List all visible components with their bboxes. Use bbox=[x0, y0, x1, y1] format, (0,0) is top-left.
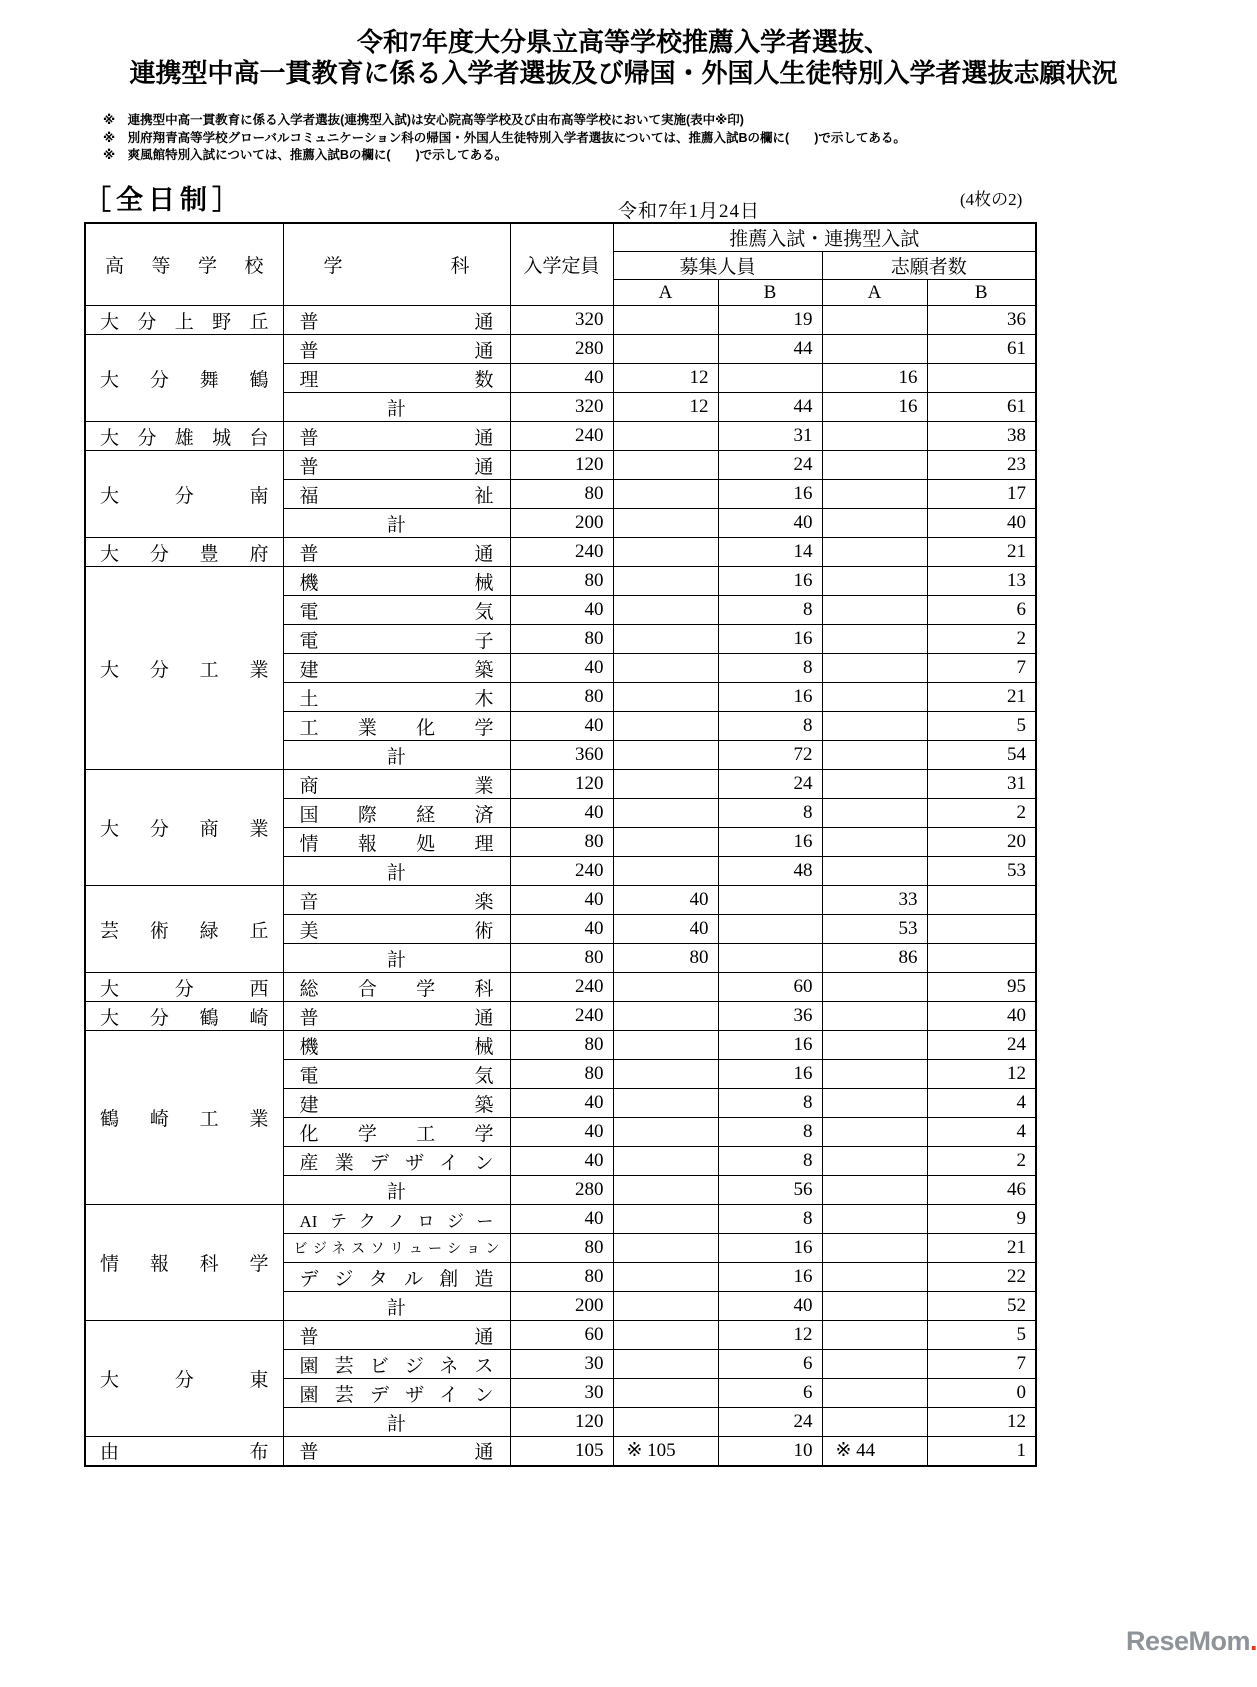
capacity-value: 80 bbox=[510, 1031, 613, 1060]
header-recruit: 募集人員 bbox=[613, 252, 822, 280]
applicants-b-value bbox=[927, 886, 1036, 915]
applicants-a-value bbox=[822, 1031, 927, 1060]
school-name-cell: 情報科学 bbox=[85, 1205, 283, 1321]
school-name-cell: 大分豊府 bbox=[85, 538, 283, 567]
capacity-value: 240 bbox=[510, 538, 613, 567]
notes-block bbox=[103, 112, 1153, 165]
department-name-cell: 総合学科 bbox=[283, 973, 510, 1002]
applicants-a-value bbox=[822, 1176, 927, 1205]
capacity-value: 240 bbox=[510, 857, 613, 886]
applicants-b-value: 2 bbox=[927, 625, 1036, 654]
department-name-cell: 普通 bbox=[283, 335, 510, 364]
applicants-a-value bbox=[822, 1147, 927, 1176]
capacity-value: 40 bbox=[510, 596, 613, 625]
applicants-b-value: 4 bbox=[927, 1089, 1036, 1118]
recruit-b-value: 6 bbox=[718, 1350, 822, 1379]
department-name-cell: 工業化学 bbox=[283, 712, 510, 741]
recruit-b-value: 8 bbox=[718, 596, 822, 625]
applicants-a-value bbox=[822, 712, 927, 741]
recruit-a-value bbox=[613, 567, 718, 596]
recruit-a-value: 12 bbox=[613, 393, 718, 422]
applicants-b-value: 40 bbox=[927, 1002, 1036, 1031]
table-row bbox=[85, 538, 1036, 567]
recruit-a-value: ※ 105 bbox=[613, 1437, 718, 1466]
applicants-b-value: 38 bbox=[927, 422, 1036, 451]
capacity-value: 40 bbox=[510, 364, 613, 393]
recruit-a-value bbox=[613, 770, 718, 799]
capacity-value: 120 bbox=[510, 1408, 613, 1437]
recruit-a-value bbox=[613, 1292, 718, 1321]
table-row bbox=[85, 886, 1036, 915]
table-body bbox=[85, 306, 1036, 1466]
recruit-b-value: 40 bbox=[718, 1292, 822, 1321]
recruit-a-value bbox=[613, 625, 718, 654]
applicants-b-value: 5 bbox=[927, 712, 1036, 741]
recruit-b-value: 8 bbox=[718, 799, 822, 828]
school-name-cell: 由布 bbox=[85, 1437, 283, 1466]
header-applicants-b: B bbox=[927, 280, 1036, 306]
applicants-b-value: 53 bbox=[927, 857, 1036, 886]
recruit-b-value: 16 bbox=[718, 625, 822, 654]
capacity-value: 120 bbox=[510, 451, 613, 480]
applicants-a-value bbox=[822, 683, 927, 712]
recruit-b-value: 31 bbox=[718, 422, 822, 451]
recruit-b-value bbox=[718, 915, 822, 944]
department-name-cell: 電子 bbox=[283, 625, 510, 654]
applicants-b-value: 9 bbox=[927, 1205, 1036, 1234]
table-row bbox=[85, 335, 1036, 364]
date-label: 令和7年1月24日 bbox=[618, 201, 761, 222]
table-row bbox=[85, 1437, 1036, 1466]
applicants-b-value: 20 bbox=[927, 828, 1036, 857]
recruit-a-value bbox=[613, 828, 718, 857]
header-applicants-a: A bbox=[822, 280, 927, 306]
capacity-value: 80 bbox=[510, 683, 613, 712]
table-row bbox=[85, 306, 1036, 335]
recruit-a-value bbox=[613, 1205, 718, 1234]
applicants-b-value: 13 bbox=[927, 567, 1036, 596]
recruit-b-value: 14 bbox=[718, 538, 822, 567]
recruit-a-value bbox=[613, 451, 718, 480]
recruit-b-value: 8 bbox=[718, 712, 822, 741]
applicants-a-value bbox=[822, 973, 927, 1002]
department-name-cell: AIテクノロジー bbox=[283, 1205, 510, 1234]
capacity-value: 60 bbox=[510, 1321, 613, 1350]
applicants-b-value: 23 bbox=[927, 451, 1036, 480]
applicants-a-value: 16 bbox=[822, 364, 927, 393]
recruit-a-value bbox=[613, 654, 718, 683]
department-name-cell: 計 bbox=[283, 509, 510, 538]
table-row bbox=[85, 770, 1036, 799]
header-department: 学科 bbox=[283, 223, 510, 306]
applicants-a-value: 33 bbox=[822, 886, 927, 915]
resemom-logo bbox=[1126, 1626, 1257, 1657]
recruit-b-value: 24 bbox=[718, 770, 822, 799]
applicants-a-value bbox=[822, 1089, 927, 1118]
capacity-value: 80 bbox=[510, 567, 613, 596]
applicants-b-value: 21 bbox=[927, 1234, 1036, 1263]
department-name-cell: 普通 bbox=[283, 538, 510, 567]
department-name-cell: 産業デザイン bbox=[283, 1147, 510, 1176]
applicants-a-value bbox=[822, 1379, 927, 1408]
department-name-cell: 音楽 bbox=[283, 886, 510, 915]
applicants-b-value: 17 bbox=[927, 480, 1036, 509]
recruit-a-value bbox=[613, 857, 718, 886]
applicants-a-value bbox=[822, 1234, 927, 1263]
recruit-b-value: 16 bbox=[718, 1031, 822, 1060]
capacity-value: 105 bbox=[510, 1437, 613, 1466]
applicants-b-value: 12 bbox=[927, 1408, 1036, 1437]
department-name-cell: 商業 bbox=[283, 770, 510, 799]
capacity-value: 40 bbox=[510, 886, 613, 915]
school-name-cell: 大分東 bbox=[85, 1321, 283, 1437]
department-name-cell: 情報処理 bbox=[283, 828, 510, 857]
department-name-cell: 普通 bbox=[283, 1321, 510, 1350]
header-recruit-b: B bbox=[718, 280, 822, 306]
recruit-a-value bbox=[613, 712, 718, 741]
note-line-3: ※ 爽風館特別入試については、推薦入試Bの欄に( )で示してある。 bbox=[103, 148, 508, 162]
resemom-logo-text: ReseMom bbox=[1126, 1626, 1251, 1656]
recruit-b-value: 19 bbox=[718, 306, 822, 335]
recruit-a-value bbox=[613, 1147, 718, 1176]
applicants-b-value: 52 bbox=[927, 1292, 1036, 1321]
applicants-a-value bbox=[822, 857, 927, 886]
recruit-b-value: 48 bbox=[718, 857, 822, 886]
recruit-a-value bbox=[613, 1031, 718, 1060]
school-name-cell: 鶴崎工業 bbox=[85, 1031, 283, 1205]
applicants-a-value bbox=[822, 1060, 927, 1089]
recruit-b-value: 8 bbox=[718, 1205, 822, 1234]
recruit-a-value bbox=[613, 1379, 718, 1408]
table-row bbox=[85, 1205, 1036, 1234]
applicants-a-value bbox=[822, 567, 927, 596]
recruit-a-value bbox=[613, 335, 718, 364]
department-name-cell: 電気 bbox=[283, 596, 510, 625]
recruit-b-value: 6 bbox=[718, 1379, 822, 1408]
school-name-cell: 大分鶴崎 bbox=[85, 1002, 283, 1031]
note-line-1: ※ 連携型中高一貫教育に係る入学者選抜(連携型入試)は安心院高等学校及び由布高等学校において実施(表中※印) bbox=[103, 113, 744, 127]
applicants-a-value bbox=[822, 451, 927, 480]
recruit-a-value bbox=[613, 480, 718, 509]
recruit-b-value: 16 bbox=[718, 567, 822, 596]
school-name-cell: 大分雄城台 bbox=[85, 422, 283, 451]
applicants-a-value bbox=[822, 596, 927, 625]
capacity-value: 120 bbox=[510, 770, 613, 799]
school-name-cell: 大分商業 bbox=[85, 770, 283, 886]
applicants-a-value: 53 bbox=[822, 915, 927, 944]
note-line-2: ※ 別府翔青高等学校グローバルコミュニケーション科の帰国・外国人生徒特別入学者選抜については、推薦入試Bの欄に( )で示してある。 bbox=[103, 130, 906, 145]
capacity-value: 40 bbox=[510, 1118, 613, 1147]
page-marker: (4枚の2) bbox=[960, 190, 1023, 209]
table-row bbox=[85, 422, 1036, 451]
applicants-a-value bbox=[822, 306, 927, 335]
recruit-b-value: 24 bbox=[718, 451, 822, 480]
school-name-cell: 大分上野丘 bbox=[85, 306, 283, 335]
recruit-b-value: 44 bbox=[718, 393, 822, 422]
recruit-a-value bbox=[613, 422, 718, 451]
recruit-b-value: 16 bbox=[718, 480, 822, 509]
department-name-cell: 建築 bbox=[283, 654, 510, 683]
capacity-value: 80 bbox=[510, 625, 613, 654]
recruit-a-value bbox=[613, 1234, 718, 1263]
recruit-a-value bbox=[613, 1118, 718, 1147]
capacity-value: 40 bbox=[510, 799, 613, 828]
recruit-b-value: 40 bbox=[718, 509, 822, 538]
applicants-b-value: 46 bbox=[927, 1176, 1036, 1205]
applicants-a-value: 86 bbox=[822, 944, 927, 973]
recruit-a-value bbox=[613, 1350, 718, 1379]
admission-status-table bbox=[84, 222, 1037, 1467]
section-label-zennichisei: ［全日制］ bbox=[84, 185, 244, 215]
recruit-b-value bbox=[718, 364, 822, 393]
department-name-cell: 普通 bbox=[283, 451, 510, 480]
department-name-cell: 園芸デザイン bbox=[283, 1379, 510, 1408]
school-name-cell: 大分舞鶴 bbox=[85, 335, 283, 422]
applicants-b-value: 22 bbox=[927, 1263, 1036, 1292]
department-name-cell: 普通 bbox=[283, 306, 510, 335]
department-name-cell: 美術 bbox=[283, 915, 510, 944]
recruit-b-value: 16 bbox=[718, 828, 822, 857]
applicants-b-value: 4 bbox=[927, 1118, 1036, 1147]
capacity-value: 240 bbox=[510, 422, 613, 451]
header-capacity: 入学定員 bbox=[510, 223, 613, 306]
recruit-b-value: 72 bbox=[718, 741, 822, 770]
recruit-b-value bbox=[718, 886, 822, 915]
department-name-cell: 計 bbox=[283, 1176, 510, 1205]
applicants-b-value: 95 bbox=[927, 973, 1036, 1002]
applicants-b-value: 21 bbox=[927, 683, 1036, 712]
capacity-value: 200 bbox=[510, 1292, 613, 1321]
capacity-value: 30 bbox=[510, 1350, 613, 1379]
department-name-cell: 計 bbox=[283, 857, 510, 886]
applicants-a-value: ※ 44 bbox=[822, 1437, 927, 1466]
table-header bbox=[85, 223, 1036, 306]
capacity-value: 80 bbox=[510, 1263, 613, 1292]
table-row bbox=[85, 1321, 1036, 1350]
applicants-b-value: 6 bbox=[927, 596, 1036, 625]
capacity-value: 40 bbox=[510, 1147, 613, 1176]
applicants-a-value bbox=[822, 1263, 927, 1292]
applicants-b-value: 40 bbox=[927, 509, 1036, 538]
recruit-b-value bbox=[718, 944, 822, 973]
recruit-a-value bbox=[613, 596, 718, 625]
document-title bbox=[0, 27, 1247, 89]
department-name-cell: 普通 bbox=[283, 422, 510, 451]
recruit-a-value bbox=[613, 538, 718, 567]
recruit-b-value: 8 bbox=[718, 1118, 822, 1147]
department-name-cell: 電気 bbox=[283, 1060, 510, 1089]
recruit-a-value: 12 bbox=[613, 364, 718, 393]
recruit-a-value bbox=[613, 799, 718, 828]
capacity-value: 40 bbox=[510, 1089, 613, 1118]
recruit-b-value: 8 bbox=[718, 654, 822, 683]
applicants-b-value: 1 bbox=[927, 1437, 1036, 1466]
recruit-b-value: 16 bbox=[718, 1234, 822, 1263]
recruit-a-value bbox=[613, 1060, 718, 1089]
applicants-a-value bbox=[822, 1002, 927, 1031]
applicants-b-value: 2 bbox=[927, 799, 1036, 828]
table-header-row-1 bbox=[85, 223, 1036, 252]
school-name-cell: 大分工業 bbox=[85, 567, 283, 770]
table-row bbox=[85, 1031, 1036, 1060]
recruit-a-value bbox=[613, 1263, 718, 1292]
school-name-cell: 芸術緑丘 bbox=[85, 886, 283, 973]
applicants-b-value: 0 bbox=[927, 1379, 1036, 1408]
capacity-value: 40 bbox=[510, 654, 613, 683]
department-name-cell: 計 bbox=[283, 1292, 510, 1321]
header-recruit-a: A bbox=[613, 280, 718, 306]
capacity-value: 240 bbox=[510, 1002, 613, 1031]
department-name-cell: 計 bbox=[283, 741, 510, 770]
capacity-value: 320 bbox=[510, 306, 613, 335]
capacity-value: 80 bbox=[510, 1060, 613, 1089]
capacity-value: 80 bbox=[510, 828, 613, 857]
recruit-a-value bbox=[613, 973, 718, 1002]
department-name-cell: 国際経済 bbox=[283, 799, 510, 828]
recruit-a-value: 40 bbox=[613, 886, 718, 915]
applicants-a-value bbox=[822, 509, 927, 538]
capacity-value: 80 bbox=[510, 944, 613, 973]
applicants-a-value bbox=[822, 741, 927, 770]
applicants-a-value bbox=[822, 1350, 927, 1379]
recruit-a-value bbox=[613, 1321, 718, 1350]
table-row bbox=[85, 973, 1036, 1002]
department-name-cell: 建築 bbox=[283, 1089, 510, 1118]
department-name-cell: 普通 bbox=[283, 1002, 510, 1031]
applicants-a-value bbox=[822, 1408, 927, 1437]
applicants-a-value bbox=[822, 1292, 927, 1321]
capacity-value: 30 bbox=[510, 1379, 613, 1408]
recruit-a-value: 40 bbox=[613, 915, 718, 944]
applicants-b-value: 36 bbox=[927, 306, 1036, 335]
applicants-a-value bbox=[822, 422, 927, 451]
department-name-cell: 計 bbox=[283, 1408, 510, 1437]
applicants-a-value bbox=[822, 480, 927, 509]
document-title-line1: 令和7年度大分県立高等学校推薦入学者選抜、 bbox=[356, 28, 890, 57]
table-row bbox=[85, 1002, 1036, 1031]
applicants-b-value: 21 bbox=[927, 538, 1036, 567]
recruit-a-value bbox=[613, 741, 718, 770]
recruit-a-value bbox=[613, 1408, 718, 1437]
recruit-b-value: 16 bbox=[718, 1263, 822, 1292]
recruit-b-value: 56 bbox=[718, 1176, 822, 1205]
department-name-cell: 普通 bbox=[283, 1437, 510, 1466]
resemom-logo-dot: . bbox=[1250, 1626, 1257, 1656]
applicants-a-value bbox=[822, 335, 927, 364]
applicants-b-value: 54 bbox=[927, 741, 1036, 770]
department-name-cell: 土木 bbox=[283, 683, 510, 712]
recruit-b-value: 8 bbox=[718, 1147, 822, 1176]
applicants-a-value bbox=[822, 654, 927, 683]
department-name-cell: デジタル創造 bbox=[283, 1263, 510, 1292]
department-name-cell: 理数 bbox=[283, 364, 510, 393]
school-name-cell: 大分西 bbox=[85, 973, 283, 1002]
department-name-cell: 園芸ビジネス bbox=[283, 1350, 510, 1379]
applicants-a-value bbox=[822, 1321, 927, 1350]
recruit-b-value: 10 bbox=[718, 1437, 822, 1466]
capacity-value: 40 bbox=[510, 712, 613, 741]
department-name-cell: 化学工学 bbox=[283, 1118, 510, 1147]
recruit-b-value: 12 bbox=[718, 1321, 822, 1350]
applicants-b-value bbox=[927, 915, 1036, 944]
school-name-cell: 大分南 bbox=[85, 451, 283, 538]
recruit-b-value: 36 bbox=[718, 1002, 822, 1031]
applicants-b-value: 61 bbox=[927, 393, 1036, 422]
applicants-b-value: 31 bbox=[927, 770, 1036, 799]
capacity-value: 200 bbox=[510, 509, 613, 538]
header-school: 高等学校 bbox=[85, 223, 283, 306]
capacity-value: 80 bbox=[510, 480, 613, 509]
table-row bbox=[85, 451, 1036, 480]
header-applicants: 志願者数 bbox=[822, 252, 1036, 280]
document-title-line2: 連携型中高一貫教育に係る入学者選抜及び帰国・外国人生徒特別入学者選抜志願状況 bbox=[129, 59, 1118, 88]
applicants-a-value bbox=[822, 770, 927, 799]
applicants-b-value: 7 bbox=[927, 1350, 1036, 1379]
recruit-a-value bbox=[613, 1176, 718, 1205]
table-row bbox=[85, 567, 1036, 596]
recruit-b-value: 8 bbox=[718, 1089, 822, 1118]
applicants-b-value: 5 bbox=[927, 1321, 1036, 1350]
recruit-b-value: 16 bbox=[718, 1060, 822, 1089]
department-name-cell: 計 bbox=[283, 944, 510, 973]
applicants-a-value bbox=[822, 828, 927, 857]
applicants-a-value bbox=[822, 1205, 927, 1234]
recruit-a-value bbox=[613, 683, 718, 712]
department-name-cell: 機械 bbox=[283, 567, 510, 596]
recruit-a-value bbox=[613, 1089, 718, 1118]
recruit-b-value: 60 bbox=[718, 973, 822, 1002]
department-name-cell: 機械 bbox=[283, 1031, 510, 1060]
department-name-cell: 福祉 bbox=[283, 480, 510, 509]
applicants-b-value bbox=[927, 944, 1036, 973]
capacity-value: 40 bbox=[510, 1205, 613, 1234]
header-exam-group: 推薦入試・連携型入試 bbox=[613, 223, 1036, 252]
recruit-a-value: 80 bbox=[613, 944, 718, 973]
applicants-b-value: 24 bbox=[927, 1031, 1036, 1060]
applicants-b-value: 7 bbox=[927, 654, 1036, 683]
department-name-cell: ビジネスソリューション bbox=[283, 1234, 510, 1263]
applicants-b-value bbox=[927, 364, 1036, 393]
recruit-a-value bbox=[613, 306, 718, 335]
department-name-cell: 計 bbox=[283, 393, 510, 422]
applicants-a-value: 16 bbox=[822, 393, 927, 422]
capacity-value: 240 bbox=[510, 973, 613, 1002]
recruit-b-value: 16 bbox=[718, 683, 822, 712]
applicants-a-value bbox=[822, 625, 927, 654]
recruit-a-value bbox=[613, 509, 718, 538]
capacity-value: 360 bbox=[510, 741, 613, 770]
applicants-b-value: 12 bbox=[927, 1060, 1036, 1089]
applicants-b-value: 61 bbox=[927, 335, 1036, 364]
applicants-a-value bbox=[822, 799, 927, 828]
applicants-a-value bbox=[822, 1118, 927, 1147]
capacity-value: 320 bbox=[510, 393, 613, 422]
recruit-a-value bbox=[613, 1002, 718, 1031]
applicants-b-value: 2 bbox=[927, 1147, 1036, 1176]
capacity-value: 80 bbox=[510, 1234, 613, 1263]
capacity-value: 280 bbox=[510, 335, 613, 364]
applicants-a-value bbox=[822, 538, 927, 567]
capacity-value: 40 bbox=[510, 915, 613, 944]
recruit-b-value: 44 bbox=[718, 335, 822, 364]
capacity-value: 280 bbox=[510, 1176, 613, 1205]
recruit-b-value: 24 bbox=[718, 1408, 822, 1437]
